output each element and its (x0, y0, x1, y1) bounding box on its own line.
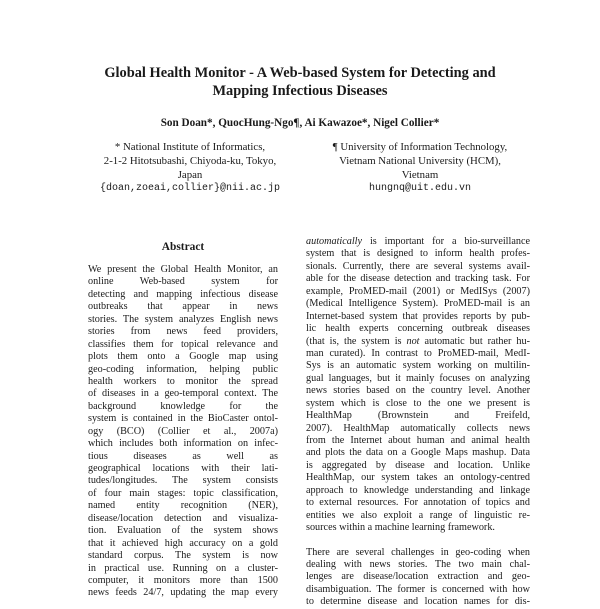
text-line: man curated). In contrast to ProMED-mail, MedI- (306, 347, 530, 359)
text-line: to external resources. For annotation of topics and (306, 497, 530, 509)
text-line: standard corpus. The system is now (88, 550, 278, 562)
text-line: computer, it monitors more than 1500 (88, 574, 278, 586)
text-line: able for the disease detection and tracking task. For (306, 273, 530, 285)
affiliation-line: Japan (177, 169, 203, 181)
text-line: automatically is important for a bio-surveillance (306, 236, 530, 247)
text-line: of diseases in a geo-temporal context. The (88, 388, 278, 400)
email-uit[interactable]: hungnq@uit.edu.vn (368, 183, 472, 194)
text-line: sources within a machine learning framework. (306, 522, 495, 534)
text-line: approach to knowledge understanding and linkage (306, 484, 530, 496)
text-line: There are several challenges in geo-coding when (306, 546, 530, 558)
affiliation-line: * National Institute of Informatics, (114, 141, 266, 153)
text-line: tudes/longitudes. The system consists (88, 475, 278, 487)
text-line: system which is close to the one we present is (306, 397, 530, 409)
text-line: named entity recognition (NER), (88, 500, 278, 512)
introduction-body (306, 236, 530, 609)
text-line: lic health experts concerning outbreak diseases (306, 323, 530, 335)
text-line: stories. The system analyzes English news (88, 313, 278, 325)
text-line: (that is, the system is not automatic but rather hu- (306, 335, 530, 347)
title-line: Global Health Monitor - A Web-based System for Detecting and (104, 65, 496, 81)
text-line: news stories based on the country level. Another (306, 385, 530, 397)
text-line: example, ProMED-mail (2001) or MedISys (2007) (306, 285, 530, 297)
paragraph-gap (306, 535, 530, 547)
email-nii[interactable]: {doan,zoeai,collier}@nii.ac.jp (99, 183, 281, 194)
text-line: tion. Evaluation of the system shows (88, 525, 278, 537)
text-line: from the Internet about human and animal health (306, 435, 530, 446)
text-line: HealthMap (Brownstein and Freifeld, (306, 410, 530, 422)
text-line: of four main stages: topic classification, (88, 487, 278, 499)
text-line: tious diseases as well as (88, 450, 278, 462)
paper-title (60, 64, 540, 100)
text-line: Sys is an automatic system working on multilin- (306, 360, 530, 372)
affiliation-line: ¶ University of Information Technology, (332, 141, 508, 153)
affiliation-line: 2-1-2 Hitotsubashi, Chiyoda-ku, Tokyo, (103, 155, 277, 167)
text-line: Internet-based system that provides reports by pub- (306, 310, 530, 322)
text-line: disease/location detection and visualiza- (88, 512, 278, 524)
affiliation-uit (290, 140, 550, 196)
text-line: plots them onto a Google map using (88, 351, 278, 363)
text-line: in practical use. Running on a cluster- (88, 562, 278, 574)
text-line: system is contained in the BioCaster ontol- (88, 413, 278, 425)
text-line: entities we also exploit a range of linguistic re- (306, 509, 530, 521)
text-line: HealthMap, our system takes an ontology-centred (306, 472, 530, 484)
text-line: geographical locations with their lati- (88, 463, 278, 474)
text-line: (Medical Intelligence System). ProMED-mail is an (306, 298, 530, 310)
text-line: detecting and mapping infectious disease (88, 288, 278, 300)
text-line: to determine disease and location names for dis- (306, 596, 530, 608)
affiliation-nii (60, 140, 320, 196)
text-line: online Web-based system for (88, 276, 278, 288)
text-line: system that is designed to inform health profes- (306, 248, 530, 260)
abstract-heading: Abstract (161, 241, 205, 253)
affiliation-line: Vietnam (401, 169, 439, 181)
text-line: ogy (BCO) (Collier et al., 2007a) (88, 425, 278, 437)
text-line: is aggregated by disease and location. Unlike (306, 459, 530, 471)
text-line: classifies them for topical relevance and (88, 338, 278, 350)
text-line: dealing with news stories. The two main chal- (306, 558, 530, 570)
text-line: health workers to monitor the spread (88, 375, 278, 387)
text-line: and plots the data on a Google Maps mashup. Data (306, 447, 530, 459)
text-line: 2007). HealthMap automatically collects news (306, 422, 530, 434)
text-line: lenges are disease/location extraction and geo- (306, 571, 530, 583)
text-line: outbreaks that appear in news (88, 301, 278, 313)
title-line: Mapping Infectious Diseases (212, 83, 388, 99)
intro-paragraph-2 (306, 547, 530, 609)
affiliation-line: Vietnam National University (HCM), (339, 155, 501, 167)
text-line: gual languages, but it mainly focuses on analyzing (306, 372, 530, 384)
intro-paragraph-1 (306, 236, 530, 535)
text-line: background knowledge for the (88, 400, 278, 412)
text-line: which includes both information on infec- (88, 438, 278, 450)
text-line: disambiguation. The former is concerned with how (306, 583, 530, 595)
abstract-body (88, 264, 278, 600)
text-line: sionals. Currently, there are several systems avail- (306, 260, 530, 272)
text-line: news feeds 24/7, updating the map every (88, 587, 278, 599)
text-line: geo-coding information, helping public (88, 363, 278, 375)
text-line: stories from news feed providers, (88, 326, 278, 338)
text-line: that it achieved high accuracy on a gold (88, 537, 278, 549)
author-list: Son Doan*, QuocHung-Ngo¶, Ai Kawazoe*, Nigel Collier* (160, 117, 440, 129)
text-line: We present the Global Health Monitor, an (88, 264, 278, 275)
